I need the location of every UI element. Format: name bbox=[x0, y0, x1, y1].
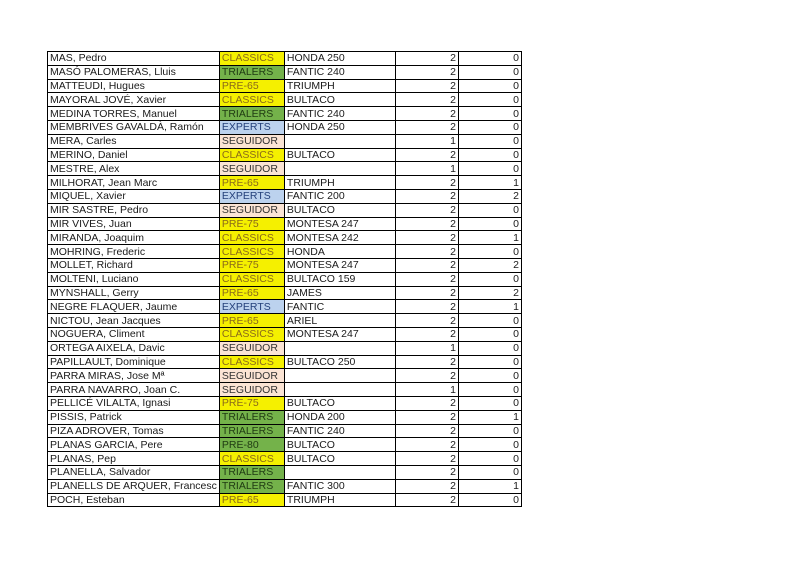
table-row bbox=[48, 465, 522, 479]
motorcycle-cell: ARIEL bbox=[284, 314, 395, 328]
motorcycle-cell: MONTESA 247 bbox=[284, 217, 395, 231]
motorcycle-cell: MONTESA 247 bbox=[284, 258, 395, 272]
category-cell: PRE-80 bbox=[219, 438, 284, 452]
category-cell: PRE-65 bbox=[219, 286, 284, 300]
category-cell: TRIALERS bbox=[219, 479, 284, 493]
count-cell-2: 0 bbox=[458, 327, 521, 341]
motorcycle-cell: MONTESA 242 bbox=[284, 231, 395, 245]
count-cell-1: 2 bbox=[395, 452, 458, 466]
table-row bbox=[48, 217, 522, 231]
category-cell: TRIALERS bbox=[219, 107, 284, 121]
count-cell-1: 2 bbox=[395, 424, 458, 438]
table-row bbox=[48, 231, 522, 245]
count-cell-2: 0 bbox=[458, 52, 521, 66]
participant-name-cell: MAYORAL JOVÉ, Xavier bbox=[48, 93, 220, 107]
participant-name-cell: PLANAS GARCIA, Pere bbox=[48, 438, 220, 452]
count-cell-2: 0 bbox=[458, 383, 521, 397]
count-cell-2: 1 bbox=[458, 410, 521, 424]
table-row bbox=[48, 272, 522, 286]
count-cell-1: 2 bbox=[395, 245, 458, 259]
category-cell: CLASSICS bbox=[219, 272, 284, 286]
table-row bbox=[48, 189, 522, 203]
count-cell-2: 2 bbox=[458, 286, 521, 300]
count-cell-1: 2 bbox=[395, 217, 458, 231]
count-cell-1: 2 bbox=[395, 176, 458, 190]
category-cell: CLASSICS bbox=[219, 52, 284, 66]
motorcycle-cell: JAMES bbox=[284, 286, 395, 300]
count-cell-1: 2 bbox=[395, 52, 458, 66]
count-cell-1: 2 bbox=[395, 107, 458, 121]
count-cell-1: 2 bbox=[395, 369, 458, 383]
count-cell-2: 0 bbox=[458, 355, 521, 369]
motorcycle-cell: BULTACO bbox=[284, 203, 395, 217]
category-cell: CLASSICS bbox=[219, 355, 284, 369]
category-cell: SEGUIDOR bbox=[219, 162, 284, 176]
count-cell-1: 2 bbox=[395, 465, 458, 479]
table-row bbox=[48, 383, 522, 397]
count-cell-1: 2 bbox=[395, 258, 458, 272]
category-cell: EXPERTS bbox=[219, 189, 284, 203]
motorcycle-cell: BULTACO bbox=[284, 93, 395, 107]
category-cell: PRE-65 bbox=[219, 493, 284, 507]
category-cell: SEGUIDOR bbox=[219, 383, 284, 397]
table-row bbox=[48, 120, 522, 134]
table-row bbox=[48, 396, 522, 410]
table-body bbox=[48, 52, 522, 507]
count-cell-1: 1 bbox=[395, 383, 458, 397]
count-cell-2: 0 bbox=[458, 162, 521, 176]
motorcycle-cell: TRIUMPH bbox=[284, 176, 395, 190]
category-cell: PRE-75 bbox=[219, 396, 284, 410]
motorcycle-cell: BULTACO 250 bbox=[284, 355, 395, 369]
count-cell-1: 2 bbox=[395, 93, 458, 107]
table-row bbox=[48, 107, 522, 121]
count-cell-2: 0 bbox=[458, 465, 521, 479]
count-cell-1: 2 bbox=[395, 272, 458, 286]
count-cell-2: 0 bbox=[458, 369, 521, 383]
participant-name-cell: MASÓ PALOMERAS, Lluis bbox=[48, 65, 220, 79]
count-cell-1: 1 bbox=[395, 341, 458, 355]
count-cell-1: 1 bbox=[395, 162, 458, 176]
table-row bbox=[48, 327, 522, 341]
count-cell-2: 0 bbox=[458, 134, 521, 148]
count-cell-1: 2 bbox=[395, 410, 458, 424]
count-cell-2: 0 bbox=[458, 93, 521, 107]
count-cell-2: 0 bbox=[458, 314, 521, 328]
count-cell-1: 2 bbox=[395, 438, 458, 452]
count-cell-1: 2 bbox=[395, 355, 458, 369]
motorcycle-cell: FANTIC 200 bbox=[284, 189, 395, 203]
participant-name-cell: MATTEUDI, Hugues bbox=[48, 79, 220, 93]
count-cell-1: 2 bbox=[395, 479, 458, 493]
count-cell-2: 1 bbox=[458, 231, 521, 245]
category-cell: TRIALERS bbox=[219, 65, 284, 79]
count-cell-2: 0 bbox=[458, 203, 521, 217]
motorcycle-cell: MONTESA 247 bbox=[284, 327, 395, 341]
participant-name-cell: PLANELLS DE ARQUER, Francesc bbox=[48, 479, 220, 493]
category-cell: PRE-65 bbox=[219, 79, 284, 93]
count-cell-2: 0 bbox=[458, 438, 521, 452]
participant-name-cell: MOLTENI, Luciano bbox=[48, 272, 220, 286]
count-cell-1: 2 bbox=[395, 327, 458, 341]
category-cell: SEGUIDOR bbox=[219, 341, 284, 355]
participant-name-cell: MOHRING, Frederic bbox=[48, 245, 220, 259]
table-row bbox=[48, 438, 522, 452]
count-cell-2: 0 bbox=[458, 245, 521, 259]
participant-name-cell: MEDINA TORRES, Manuel bbox=[48, 107, 220, 121]
participant-name-cell: PAPILLAULT, Dominique bbox=[48, 355, 220, 369]
motorcycle-cell: HONDA 200 bbox=[284, 410, 395, 424]
table-row bbox=[48, 369, 522, 383]
motorcycle-cell: HONDA 250 bbox=[284, 52, 395, 66]
category-cell: CLASSICS bbox=[219, 148, 284, 162]
table-row bbox=[48, 479, 522, 493]
participant-name-cell: MAS, Pedro bbox=[48, 52, 220, 66]
motorcycle-cell: BULTACO bbox=[284, 148, 395, 162]
count-cell-1: 2 bbox=[395, 314, 458, 328]
category-cell: TRIALERS bbox=[219, 424, 284, 438]
count-cell-2: 0 bbox=[458, 148, 521, 162]
category-cell: TRIALERS bbox=[219, 465, 284, 479]
category-cell: CLASSICS bbox=[219, 245, 284, 259]
count-cell-2: 2 bbox=[458, 189, 521, 203]
motorcycle-cell: BULTACO bbox=[284, 396, 395, 410]
count-cell-2: 0 bbox=[458, 452, 521, 466]
table-row bbox=[48, 176, 522, 190]
participant-name-cell: NICTOU, Jean Jacques bbox=[48, 314, 220, 328]
participant-name-cell: PISSIS, Patrick bbox=[48, 410, 220, 424]
category-cell: CLASSICS bbox=[219, 93, 284, 107]
participant-name-cell: PELLICÉ VILALTA, Ignasi bbox=[48, 396, 220, 410]
table-row bbox=[48, 410, 522, 424]
participant-name-cell: MESTRE, Alex bbox=[48, 162, 220, 176]
table-row bbox=[48, 452, 522, 466]
participant-name-cell: NEGRE FLAQUER, Jaume bbox=[48, 300, 220, 314]
participant-name-cell: MEMBRIVES GAVALDÀ, Ramón bbox=[48, 120, 220, 134]
count-cell-1: 1 bbox=[395, 134, 458, 148]
table-row bbox=[48, 341, 522, 355]
table-row bbox=[48, 93, 522, 107]
motorcycle-cell bbox=[284, 134, 395, 148]
table-row bbox=[48, 245, 522, 259]
participant-name-cell: MIR VIVES, Juan bbox=[48, 217, 220, 231]
participant-name-cell: PLANELLA, Salvador bbox=[48, 465, 220, 479]
participant-name-cell: MERINO, Daniel bbox=[48, 148, 220, 162]
table-row bbox=[48, 65, 522, 79]
table-row bbox=[48, 203, 522, 217]
category-cell: PRE-75 bbox=[219, 258, 284, 272]
motorcycle-cell: HONDA 250 bbox=[284, 120, 395, 134]
motorcycle-cell bbox=[284, 369, 395, 383]
table-row bbox=[48, 286, 522, 300]
count-cell-2: 0 bbox=[458, 65, 521, 79]
count-cell-2: 0 bbox=[458, 272, 521, 286]
count-cell-1: 2 bbox=[395, 189, 458, 203]
participant-name-cell: NOGUERA, Climent bbox=[48, 327, 220, 341]
motorcycle-cell: BULTACO bbox=[284, 438, 395, 452]
participant-name-cell: ORTEGA AIXELA, Davic bbox=[48, 341, 220, 355]
category-cell: PRE-65 bbox=[219, 314, 284, 328]
motorcycle-cell bbox=[284, 162, 395, 176]
participant-name-cell: POCH, Esteban bbox=[48, 493, 220, 507]
count-cell-2: 1 bbox=[458, 176, 521, 190]
count-cell-1: 2 bbox=[395, 120, 458, 134]
count-cell-2: 0 bbox=[458, 79, 521, 93]
count-cell-1: 2 bbox=[395, 396, 458, 410]
table-row bbox=[48, 493, 522, 507]
count-cell-1: 2 bbox=[395, 148, 458, 162]
count-cell-1: 2 bbox=[395, 203, 458, 217]
count-cell-1: 2 bbox=[395, 79, 458, 93]
category-cell: EXPERTS bbox=[219, 300, 284, 314]
category-cell: PRE-65 bbox=[219, 176, 284, 190]
participant-name-cell: MOLLET, Richard bbox=[48, 258, 220, 272]
motorcycle-cell bbox=[284, 341, 395, 355]
count-cell-1: 2 bbox=[395, 300, 458, 314]
participant-name-cell: MIR SASTRE, Pedro bbox=[48, 203, 220, 217]
category-cell: SEGUIDOR bbox=[219, 369, 284, 383]
count-cell-2: 0 bbox=[458, 396, 521, 410]
table-row bbox=[48, 314, 522, 328]
count-cell-2: 0 bbox=[458, 217, 521, 231]
count-cell-2: 0 bbox=[458, 424, 521, 438]
participant-name-cell: MILHORAT, Jean Marc bbox=[48, 176, 220, 190]
table-row bbox=[48, 52, 522, 66]
table-row bbox=[48, 258, 522, 272]
participants-table bbox=[47, 51, 522, 507]
motorcycle-cell bbox=[284, 383, 395, 397]
motorcycle-cell: FANTIC 240 bbox=[284, 424, 395, 438]
participant-name-cell: PLANAS, Pep bbox=[48, 452, 220, 466]
motorcycle-cell: FANTIC 240 bbox=[284, 65, 395, 79]
participant-name-cell: MIRANDA, Joaquim bbox=[48, 231, 220, 245]
table-row bbox=[48, 134, 522, 148]
motorcycle-cell: FANTIC bbox=[284, 300, 395, 314]
count-cell-1: 2 bbox=[395, 493, 458, 507]
category-cell: TRIALERS bbox=[219, 410, 284, 424]
motorcycle-cell: FANTIC 300 bbox=[284, 479, 395, 493]
category-cell: CLASSICS bbox=[219, 327, 284, 341]
motorcycle-cell bbox=[284, 465, 395, 479]
motorcycle-cell: TRIUMPH bbox=[284, 79, 395, 93]
participant-name-cell: PIZA ADROVER, Tomas bbox=[48, 424, 220, 438]
count-cell-2: 1 bbox=[458, 479, 521, 493]
motorcycle-cell: FANTIC 240 bbox=[284, 107, 395, 121]
count-cell-1: 2 bbox=[395, 65, 458, 79]
count-cell-2: 0 bbox=[458, 493, 521, 507]
table-row bbox=[48, 424, 522, 438]
participant-name-cell: PARRA MIRAS, Jose Mª bbox=[48, 369, 220, 383]
table-row bbox=[48, 79, 522, 93]
count-cell-2: 1 bbox=[458, 300, 521, 314]
count-cell-1: 2 bbox=[395, 286, 458, 300]
category-cell: EXPERTS bbox=[219, 120, 284, 134]
category-cell: CLASSICS bbox=[219, 231, 284, 245]
table-row bbox=[48, 355, 522, 369]
category-cell: PRE-75 bbox=[219, 217, 284, 231]
category-cell: SEGUIDOR bbox=[219, 203, 284, 217]
count-cell-2: 0 bbox=[458, 341, 521, 355]
count-cell-2: 0 bbox=[458, 107, 521, 121]
motorcycle-cell: TRIUMPH bbox=[284, 493, 395, 507]
category-cell: CLASSICS bbox=[219, 452, 284, 466]
participant-name-cell: MERA, Carles bbox=[48, 134, 220, 148]
participant-name-cell: MYNSHALL, Gerry bbox=[48, 286, 220, 300]
count-cell-2: 0 bbox=[458, 120, 521, 134]
motorcycle-cell: BULTACO bbox=[284, 452, 395, 466]
table-row bbox=[48, 148, 522, 162]
count-cell-1: 2 bbox=[395, 231, 458, 245]
motorcycle-cell: BULTACO 159 bbox=[284, 272, 395, 286]
count-cell-2: 2 bbox=[458, 258, 521, 272]
participant-name-cell: PARRA NAVARRO, Joan C. bbox=[48, 383, 220, 397]
table-row bbox=[48, 162, 522, 176]
table-row bbox=[48, 300, 522, 314]
participant-name-cell: MIQUEL, Xavier bbox=[48, 189, 220, 203]
category-cell: SEGUIDOR bbox=[219, 134, 284, 148]
motorcycle-cell: HONDA bbox=[284, 245, 395, 259]
